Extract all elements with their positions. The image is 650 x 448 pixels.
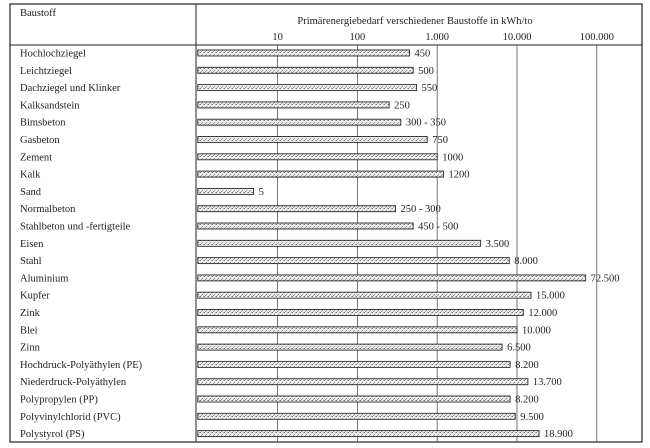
value-label: 15.000 <box>536 290 565 302</box>
bar <box>198 67 413 73</box>
category-label: Blei <box>20 325 38 337</box>
category-label: Kalk <box>20 169 41 181</box>
x-tick-label: 100 <box>349 32 366 43</box>
category-label: Zement <box>20 152 53 164</box>
bar <box>198 223 413 229</box>
value-label: 72.500 <box>590 273 620 285</box>
x-tick-label: 100.000 <box>579 32 614 43</box>
value-label: 8.000 <box>514 256 538 268</box>
value-label: 18.900 <box>544 429 573 441</box>
bar <box>198 171 444 177</box>
bar <box>198 102 389 108</box>
value-label: 750 <box>432 135 448 146</box>
bar <box>198 275 586 281</box>
bar <box>198 188 254 194</box>
value-label: 450 <box>414 48 431 60</box>
value-label: 250 <box>394 100 410 112</box>
value-label: 9.500 <box>520 411 544 423</box>
bar <box>198 396 510 402</box>
category-label: Polystyrol (PS) <box>20 429 85 441</box>
bar <box>198 344 502 350</box>
category-label: Hochdruck-Polyäthylen (PE) <box>20 359 143 371</box>
category-label: Normalbeton <box>20 204 76 216</box>
category-label: Stahlbeton und -fertigteile <box>20 221 131 233</box>
category-label: Kalksandstein <box>20 100 80 112</box>
bar <box>198 240 481 246</box>
category-label: Kupfer <box>20 290 50 302</box>
value-label: 5 <box>258 186 264 198</box>
value-label: 10.000 <box>522 325 551 337</box>
x-tick-label: 10.000 <box>502 32 532 43</box>
value-label: 6.500 <box>507 342 531 354</box>
category-label: Sand <box>20 186 41 198</box>
bar <box>198 379 528 385</box>
bar <box>198 431 539 437</box>
value-label: 500 <box>418 65 434 77</box>
category-label: Zink <box>20 308 40 319</box>
bar <box>198 310 524 316</box>
bar <box>198 327 517 333</box>
category-label: Dachziegel und Klinker <box>20 83 121 95</box>
category-label: Aluminium <box>20 273 69 285</box>
category-label: Hochlochziegel <box>20 48 86 60</box>
bar <box>198 206 396 212</box>
value-label: 1000 <box>442 152 464 164</box>
value-label: 1200 <box>448 169 470 181</box>
bar <box>198 361 510 367</box>
value-label: 3.500 <box>485 238 510 250</box>
value-label: 450 - 500 <box>418 221 459 233</box>
category-label: Polypropylen (PP) <box>20 394 98 406</box>
x-tick-label: 10 <box>272 32 283 43</box>
category-label: Niederdruck-Polyäthylen <box>20 377 127 389</box>
category-label: Polyvinylchlorid (PVC) <box>20 411 121 423</box>
bar <box>198 258 509 264</box>
category-label: Stahl <box>20 256 42 268</box>
category-label: Zinn <box>20 342 40 354</box>
bar <box>198 154 437 160</box>
category-header: Baustoff <box>20 8 56 19</box>
bar <box>198 413 515 419</box>
category-label: Bimsbeton <box>20 117 66 129</box>
value-label: 8.200 <box>515 394 539 406</box>
category-label: Eisen <box>20 238 44 250</box>
chart-title: Primärenergiebedarf verschiedener Baustoffe in kWh/to <box>297 16 533 27</box>
bar <box>198 85 417 91</box>
bar <box>198 137 427 143</box>
value-label: 8.200 <box>515 359 539 371</box>
bar <box>198 119 401 125</box>
category-label: Gasbeton <box>20 135 60 146</box>
bar <box>198 50 410 56</box>
value-label: 13.700 <box>532 377 562 389</box>
value-label: 12.000 <box>528 308 558 319</box>
value-label: 300 - 350 <box>405 117 447 129</box>
bar <box>198 292 531 298</box>
value-label: 250 - 300 <box>400 204 441 216</box>
x-tick-label: 1.000 <box>425 32 450 43</box>
category-label: Leichtziegel <box>20 65 72 77</box>
value-label: 550 <box>421 83 438 95</box>
